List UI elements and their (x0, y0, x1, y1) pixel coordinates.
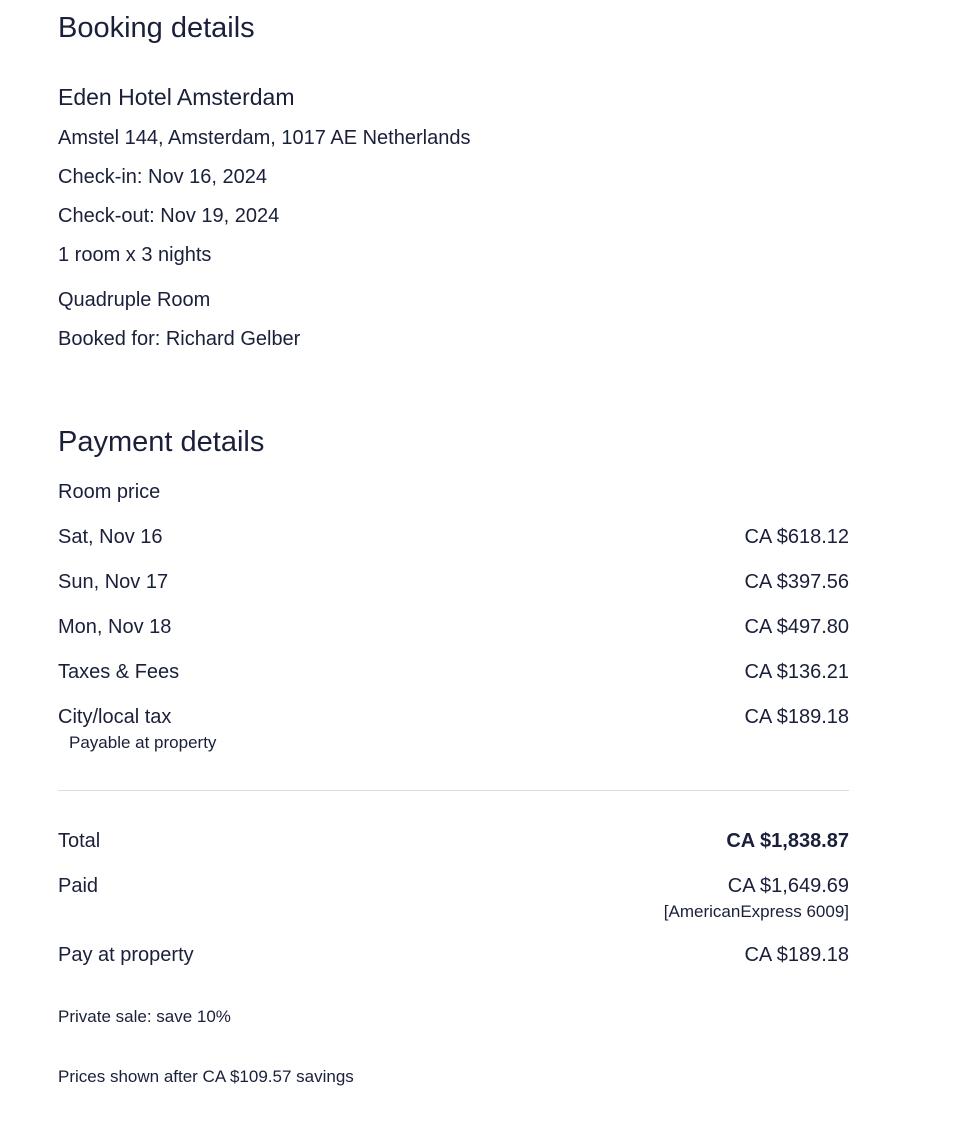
hotel-name: Eden Hotel Amsterdam (58, 84, 295, 110)
night-date: Sat, Nov 16 (58, 526, 163, 548)
pay-at-property-label: Pay at property (58, 944, 194, 966)
room-type: Quadruple Room (58, 289, 211, 311)
room-price-label: Room price (58, 481, 161, 503)
city-tax-label: City/local tax (58, 706, 172, 728)
total-row (58, 831, 849, 851)
night-row-sun (58, 572, 849, 592)
booked-for: Booked for: Richard Gelber (58, 328, 301, 350)
divider (58, 790, 849, 791)
taxes-fees-row (58, 662, 849, 682)
total-amount: CA $1,838.87 (726, 830, 849, 852)
booking-details-title: Booking details (58, 12, 255, 44)
night-amount: CA $618.12 (744, 526, 849, 548)
paid-label: Paid (58, 875, 99, 897)
paid-amount: CA $1,649.69 (727, 875, 849, 897)
night-amount: CA $397.56 (744, 571, 849, 593)
check-out-date: Check-out: Nov 19, 2024 (58, 205, 280, 227)
night-amount: CA $497.80 (744, 616, 849, 638)
city-tax-note: Payable at property (69, 733, 217, 752)
city-tax-row (58, 707, 849, 727)
taxes-fees-label: Taxes & Fees (58, 661, 180, 683)
total-label: Total (58, 830, 101, 852)
rooms-nights: 1 room x 3 nights (58, 244, 212, 266)
night-date: Sun, Nov 17 (58, 571, 169, 593)
city-tax-amount: CA $189.18 (744, 706, 849, 728)
payment-details-title: Payment details (58, 426, 265, 458)
hotel-address: Amstel 144, Amsterdam, 1017 AE Netherlands (58, 127, 471, 149)
check-in-date: Check-in: Nov 16, 2024 (58, 166, 268, 188)
pay-at-property-amount: CA $189.18 (744, 944, 849, 966)
night-row-sat (58, 527, 849, 547)
private-sale-note: Private sale: save 10% (58, 1007, 231, 1026)
night-row-mon (58, 617, 849, 637)
paid-row (58, 876, 849, 896)
taxes-fees-amount: CA $136.21 (744, 661, 849, 683)
paid-card: [AmericanExpress 6009] (663, 902, 849, 921)
pay-at-property-row (58, 945, 849, 965)
night-date: Mon, Nov 18 (58, 616, 172, 638)
savings-note: Prices shown after CA $109.57 savings (58, 1067, 354, 1086)
